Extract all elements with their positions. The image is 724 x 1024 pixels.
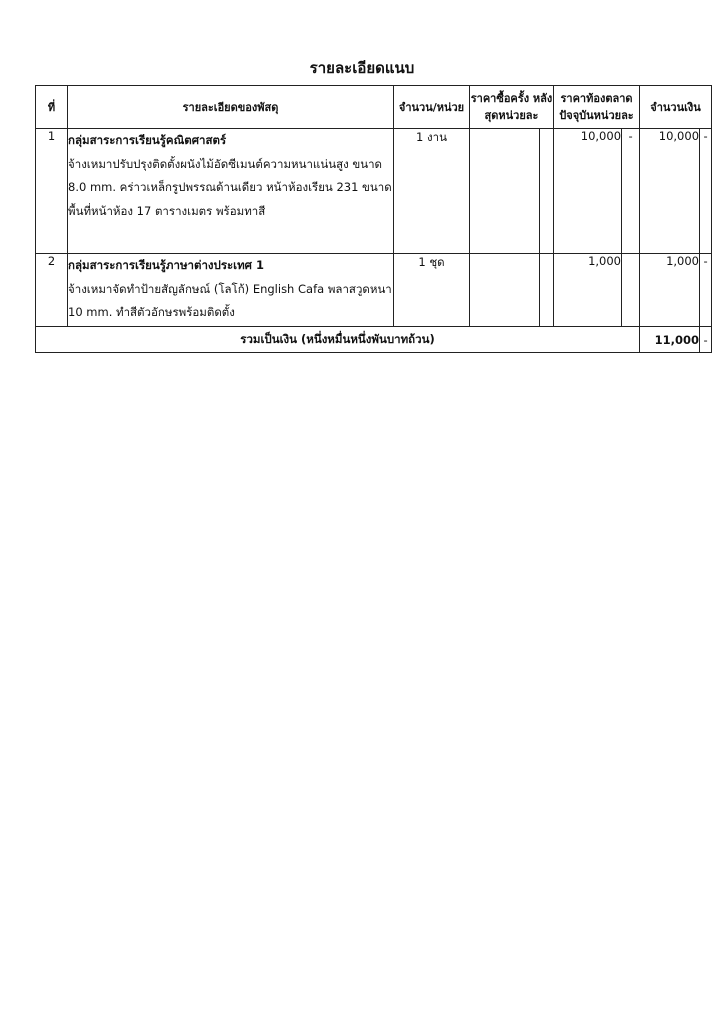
item-description: จ้างเหมาปรับปรุงติดตั้งผนังไม้อัดซีเมนต์ความหนาแน่นสูง ขนาด 8.0 mm. คร่าวเหล็กรูปพรรณด้านเดียว หน้าห้องเรียน 231 ขนาดพื้นที่หน้าห้อง 17 ตารางเมตร พร้อมทาสี [68, 156, 392, 218]
header-no: ที่ [36, 86, 68, 129]
row-market-price-satang [622, 254, 640, 327]
document-title: รายละเอียดแนบ [309, 59, 415, 77]
row-amount-satang: - [700, 254, 712, 327]
row-number: 1 [36, 129, 68, 254]
row-amount-satang: - [700, 129, 712, 254]
row-last-price-baht [470, 254, 540, 327]
row-amount-baht: 10,000 [640, 129, 700, 254]
total-amount-baht: 11,000 [640, 327, 700, 353]
detail-table [35, 85, 712, 353]
group-title: กลุ่มสาระการเรียนรู้คณิตศาสตร์ [68, 133, 227, 147]
row-last-price-baht [470, 129, 540, 254]
row-description-cell [68, 129, 394, 254]
table-header-row [36, 86, 712, 129]
row-amount-baht: 1,000 [640, 254, 700, 327]
header-quantity: จำนวน/หน่วย [394, 86, 470, 129]
total-label: รวมเป็นเงิน (หนึ่งหมื่นหนึ่งพันบาทถ้วน) [36, 327, 640, 353]
total-amount-satang: - [700, 327, 712, 353]
header-market-price: ราคาท้องตลาด ปัจจุบันหน่วยละ [554, 86, 640, 129]
header-description: รายละเอียดของพัสดุ [68, 86, 394, 129]
table-row [36, 254, 712, 327]
group-title: กลุ่มสาระการเรียนรู้ภาษาต่างประเทศ 1 [68, 258, 264, 272]
row-quantity: 1 งาน [394, 129, 470, 254]
row-market-price-baht: 1,000 [554, 254, 622, 327]
row-number: 2 [36, 254, 68, 327]
item-description: จ้างเหมาจัดทำป้ายสัญลักษณ์ (โลโก้) English Cafa พลาสวูดหนา 10 mm. ทำสีตัวอักษรพร้อมติดตั้ง [68, 281, 392, 319]
row-last-price-satang [540, 129, 554, 254]
row-market-price-satang: - [622, 129, 640, 254]
header-last-price: ราคาซื้อครั้ง หลังสุดหน่วยละ [470, 86, 554, 129]
total-row [36, 327, 712, 353]
table-row [36, 129, 712, 254]
row-market-price-baht: 10,000 [554, 129, 622, 254]
row-last-price-satang [540, 254, 554, 327]
row-description-cell [68, 254, 394, 327]
row-quantity: 1 ชุด [394, 254, 470, 327]
header-amount: จำนวนเงิน [640, 86, 712, 129]
